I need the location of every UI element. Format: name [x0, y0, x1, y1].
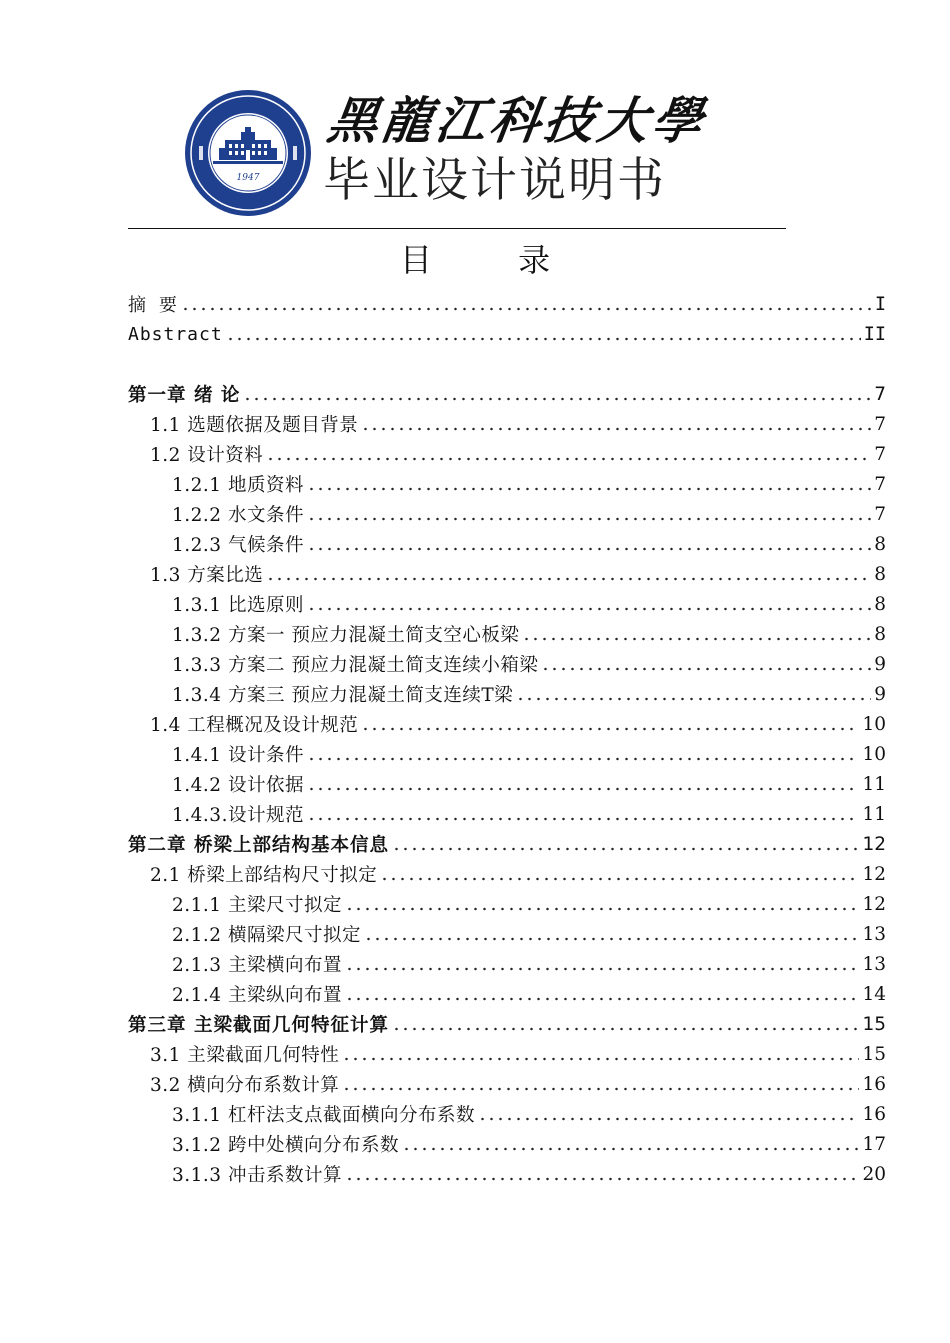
toc-entry: [150, 1069, 886, 1099]
university-seal-logo: [183, 88, 313, 218]
toc-entry-page: 12: [862, 863, 886, 885]
toc-entry-label: 3.1.1 杠杆法支点截面横向分布系数: [172, 1105, 475, 1126]
toc-entry-page: 16: [862, 1103, 886, 1125]
document-header: [183, 88, 711, 216]
toc-entry-page: 9: [874, 653, 886, 675]
toc-entry-page: 20: [862, 1163, 886, 1185]
toc-entry-label: 1.3.3 方案二 预应力混凝土简支连续小箱梁: [172, 655, 539, 676]
toc-entry-label: 1.3.1 比选原则: [172, 595, 304, 616]
toc-entry-label: 1.4.2 设计依据: [172, 775, 304, 796]
toc-entry-page: 13: [862, 923, 886, 945]
toc-entry-page: 7: [874, 413, 886, 435]
toc-entry-page: 7: [874, 443, 886, 465]
toc-entry-label: 2.1.3 主梁横向布置: [172, 955, 342, 976]
toc-entry-page: 16: [862, 1073, 886, 1095]
toc-entry-label: 2.1.1 主梁尺寸拟定: [172, 895, 342, 916]
toc-entry: [172, 619, 886, 649]
toc-entry-page: 7: [874, 473, 886, 495]
toc-entry-label: 2.1 桥梁上部结构尺寸拟定: [150, 865, 378, 886]
toc-entry-page: 11: [862, 773, 886, 795]
header-divider: [128, 228, 786, 229]
toc-entry-label: 第二章 桥梁上部结构基本信息: [128, 835, 389, 856]
toc-entry: [172, 529, 886, 559]
toc-entry-page: 14: [862, 983, 886, 1005]
toc-entry: [128, 1009, 886, 1039]
toc-entry: [128, 289, 886, 319]
toc-entry: [172, 589, 886, 619]
toc-entry-page: 13: [862, 953, 886, 975]
toc-entry-label: 3.1.2 跨中处横向分布系数: [172, 1135, 399, 1156]
toc-entry: [150, 1039, 886, 1069]
toc-entry: [150, 409, 886, 439]
toc-entry-page: 15: [862, 1013, 886, 1035]
toc-entry: [172, 739, 886, 769]
toc-entry-page: 8: [874, 533, 886, 555]
toc-entry-label: 1.4 工程概况及设计规范: [150, 715, 359, 736]
toc-entry-label: 1.4.3.设计规范: [172, 805, 304, 826]
toc-entry-page: 17: [862, 1133, 886, 1155]
toc-entry: [172, 949, 886, 979]
toc-entry-page: 7: [874, 383, 886, 405]
toc-entry: [128, 379, 886, 409]
toc-entry-label: 1.3.4 方案三 预应力混凝土简支连续T梁: [172, 685, 514, 706]
toc-entry-label: 2.1.2 横隔梁尺寸拟定: [172, 925, 361, 946]
toc-entry: [150, 859, 886, 889]
toc-entry: [172, 919, 886, 949]
toc-entry: [172, 979, 886, 1009]
toc-entry: [172, 649, 886, 679]
toc-entry-page: 7: [874, 503, 886, 525]
toc-entry: [150, 559, 886, 589]
toc-entry-label: 3.1 主梁截面几何特性: [150, 1045, 340, 1066]
toc-entry-label: 1.3.2 方案一 预应力混凝土简支空心板梁: [172, 625, 520, 646]
toc-entry-label: 1.3 方案比选: [150, 565, 264, 586]
university-name: 黑龍江科技大學: [323, 91, 711, 150]
toc-entry-label: 2.1.4 主梁纵向布置: [172, 985, 342, 1006]
toc-entry: [150, 439, 886, 469]
toc-entry-page: 9: [874, 683, 886, 705]
toc-dot-leader: [345, 1164, 859, 1194]
toc-entry-label: 1.2.1 地质资料: [172, 475, 304, 496]
toc-entry-label: 第一章 绪 论: [128, 385, 241, 406]
toc-entry-page: 15: [862, 1043, 886, 1065]
toc-dot-leader: [226, 324, 861, 354]
toc-entry-label: 1.2.3 气候条件: [172, 535, 304, 556]
toc-entry-label: 1.1 选题依据及题目背景: [150, 415, 359, 436]
toc-entry-page: 11: [862, 803, 886, 825]
toc-entry: [172, 469, 886, 499]
toc-entry: [172, 1099, 886, 1129]
seal-year: 1947: [236, 173, 260, 183]
toc-entry-page: 10: [862, 743, 886, 765]
toc-entry-label: 1.2.2 水文条件: [172, 505, 304, 526]
toc-entry-label: 1.4.1 设计条件: [172, 745, 304, 766]
toc-entry: [172, 1159, 886, 1189]
toc-entry-page: 8: [874, 623, 886, 645]
toc-entry-page: 8: [874, 593, 886, 615]
toc-entry: [172, 499, 886, 529]
toc-entry-page: II: [863, 323, 886, 345]
toc-entry: [128, 319, 886, 349]
toc-entry-label: 3.1.3 冲击系数计算: [172, 1165, 342, 1186]
toc-entry-page: 12: [862, 833, 886, 855]
toc-entry: [172, 799, 886, 829]
toc-entry-page: I: [874, 293, 886, 315]
toc-entry-page: 12: [862, 893, 886, 915]
toc-entry: [172, 769, 886, 799]
toc-entry-label: 3.2 横向分布系数计算: [150, 1075, 340, 1096]
toc-entry: [172, 889, 886, 919]
toc-entry: [150, 709, 886, 739]
toc-entry: [172, 679, 886, 709]
document-type-title: 毕业设计说明书: [323, 153, 666, 208]
toc-entry: [172, 1129, 886, 1159]
toc-entry-label: 摘 要: [128, 295, 178, 316]
toc-entry-label: 1.2 设计资料: [150, 445, 264, 466]
toc-entry-label: 第三章 主梁截面几何特征计算: [128, 1015, 389, 1036]
toc-entry-page: 10: [862, 713, 886, 735]
toc-entry: [128, 829, 886, 859]
toc-heading: 目 录: [399, 241, 589, 279]
toc-entry-label: Abstract: [128, 323, 223, 345]
toc-entry-page: 8: [874, 563, 886, 585]
